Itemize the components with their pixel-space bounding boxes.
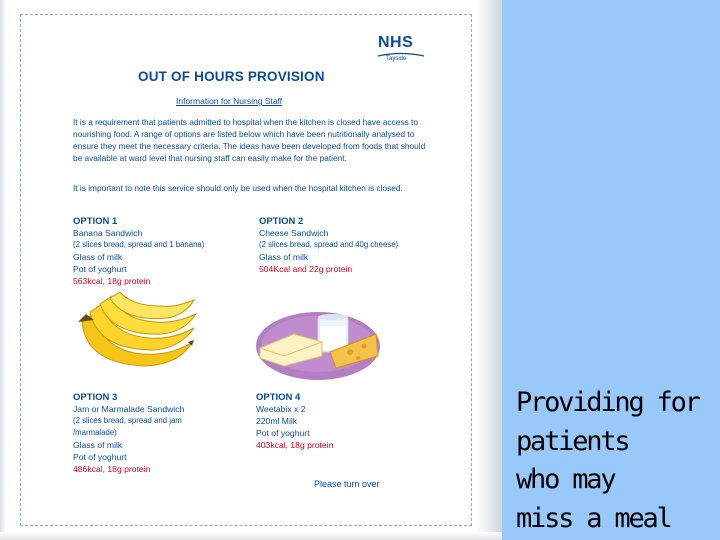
intro-paragraph: It is a requirement that patients admitted to hospital when the kitchen is closed have access to nourishing food. A range of options are listed below which have been nutritionally analysed to ensure they meet the necessary criteria. The ideas have been developed from foods that should be available at ward level that nursing staff can easily make for the patient. xyxy=(73,117,426,163)
option-4-heading: OPTION 4 xyxy=(256,392,301,403)
page-shadow-right xyxy=(476,0,502,540)
option-4-line: 220ml Milk xyxy=(256,416,298,426)
option-1 xyxy=(73,216,204,287)
document-subtitle: Information for Nursing Staff xyxy=(176,96,283,106)
option-3-line: Glass of milk xyxy=(73,440,123,450)
option-2 xyxy=(259,216,398,275)
option-4-nutrition: 403kcal, 18g protein xyxy=(256,440,334,450)
option-4 xyxy=(256,392,333,451)
milk-and-cheese-plate-icon xyxy=(254,308,382,382)
document-title: OUT OF HOURS PROVISION xyxy=(138,69,325,84)
nhs-logo xyxy=(372,34,428,68)
caption-line: patients xyxy=(516,425,629,457)
option-2-nutrition: 504Kcal and 22g protein xyxy=(259,264,353,274)
caption-line: Providing for xyxy=(516,387,699,418)
nhs-logo-region: Tayside xyxy=(386,56,407,62)
option-1-line: (2 slices bread, spread and 1 banana) xyxy=(73,240,205,249)
slide-caption xyxy=(516,384,699,538)
option-4-line: Pot of yoghurt xyxy=(256,428,310,438)
option-3 xyxy=(73,392,184,475)
option-4-line: Weetabix x 2 xyxy=(256,404,306,414)
option-2-line: (2 slices bread, spread and 40g cheese) xyxy=(259,240,399,249)
caption-panel xyxy=(502,0,720,540)
option-3-line: Pot of yoghurt xyxy=(73,452,127,462)
page-shadow-bottom xyxy=(0,532,502,540)
nhs-logo-text: NHS xyxy=(378,34,414,51)
option-1-line: Glass of milk xyxy=(73,252,123,262)
banana-bunch-icon xyxy=(76,292,200,372)
turn-over-note: Please turn over xyxy=(314,479,380,489)
page-shadow-left xyxy=(0,0,6,540)
option-1-nutrition: 563kcal, 18g protein xyxy=(73,276,151,286)
caption-line: who may xyxy=(516,464,615,495)
option-1-line: Pot of yoghurt xyxy=(73,264,127,274)
option-2-heading: OPTION 2 xyxy=(259,216,304,227)
option-3-line: (2 slices bread, spread and jam xyxy=(73,416,182,425)
option-1-line: Banana Sandwich xyxy=(73,228,143,238)
option-2-line: Glass of milk xyxy=(259,252,309,262)
option-3-heading: OPTION 3 xyxy=(73,392,118,403)
option-2-line: Cheese Sandwich xyxy=(259,228,329,238)
option-3-nutrition: 486kcal, 18g protein xyxy=(73,464,151,474)
option-3-line: /marmalade) xyxy=(73,428,117,437)
option-1-heading: OPTION 1 xyxy=(73,216,118,227)
caption-line: miss a meal xyxy=(516,502,671,534)
option-3-line: Jam or Marmalade Sandwich xyxy=(73,404,185,414)
notice-paragraph: It is important to note this service should only be used when the hospital kitchen is closed. xyxy=(73,183,403,193)
